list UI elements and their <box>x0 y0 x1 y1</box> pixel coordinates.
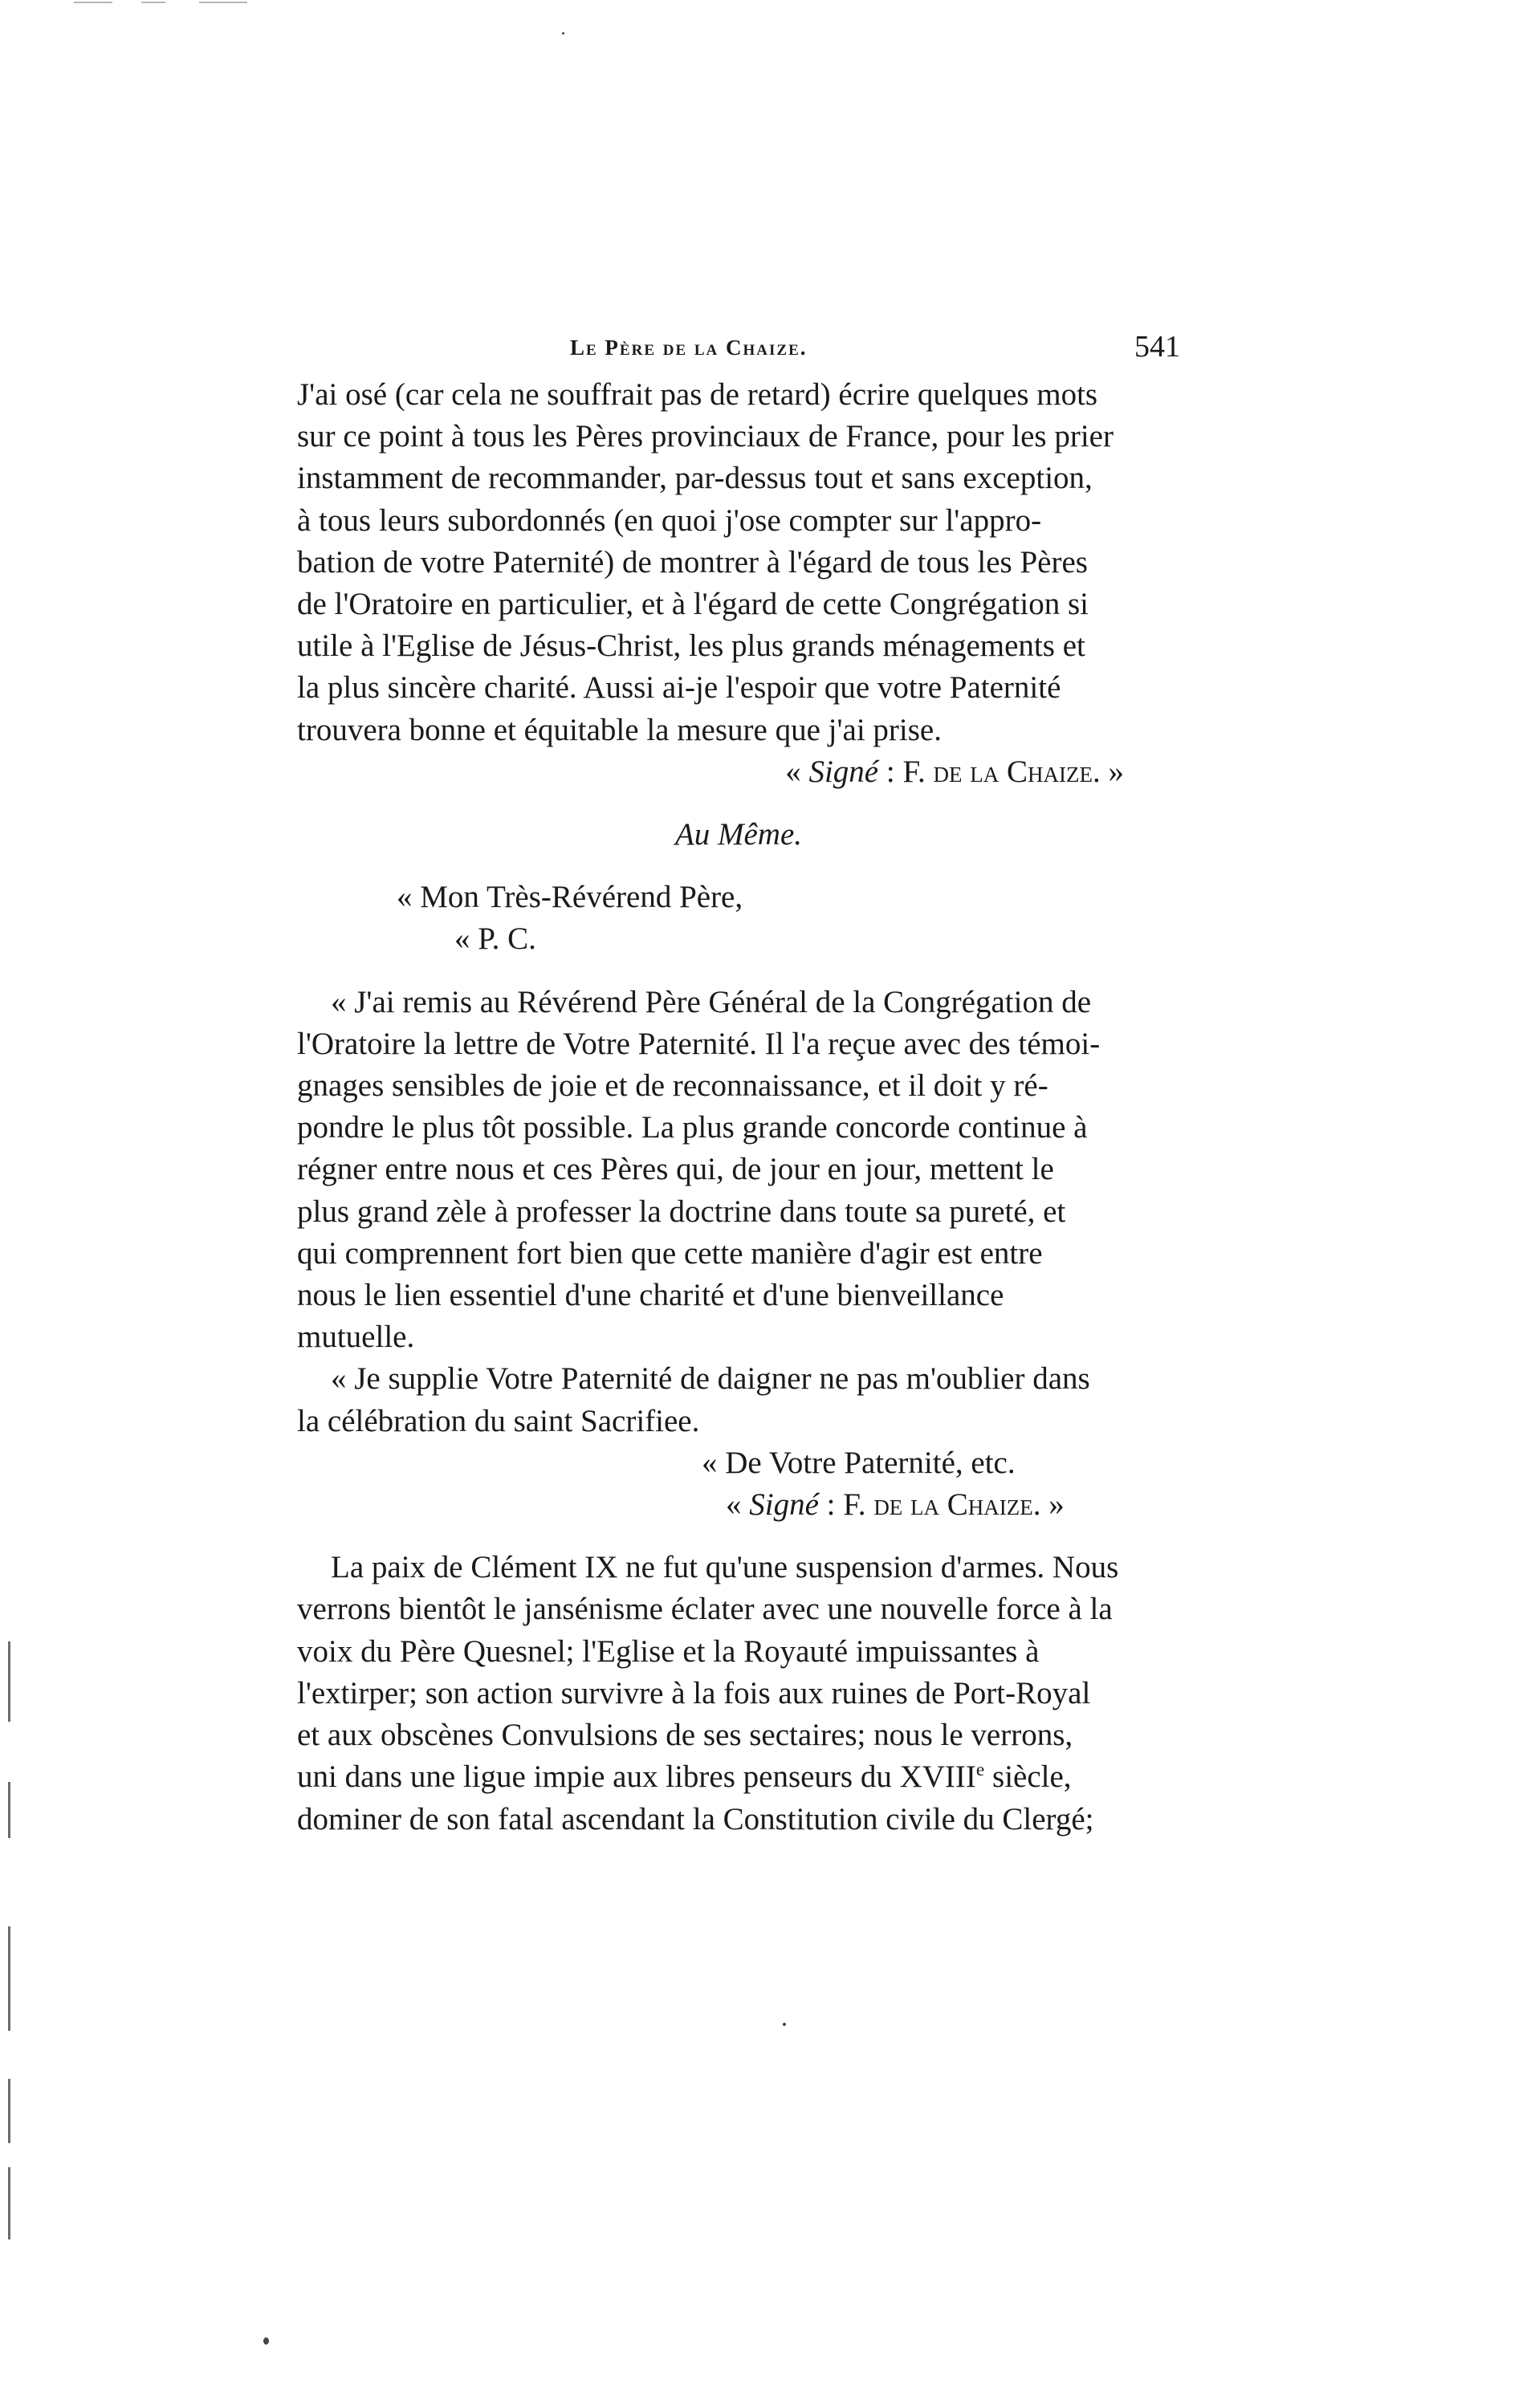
salutation-line-2: « P. C. <box>454 921 536 957</box>
spacer <box>297 1526 1180 1547</box>
text-line: La paix de Clément IX ne fut qu'une suspension d'armes. Nous <box>331 1550 1119 1585</box>
text-line: l'Oratoire la lettre de Votre Paternité. Il l'a reçue avec des témoi- <box>297 1026 1101 1061</box>
closing-formula: « De Votre Paternité, etc. <box>702 1445 1016 1480</box>
scan-artifact-top <box>141 2 165 3</box>
salutation-line-1: « Mon Très-Révérend Père, <box>397 880 743 915</box>
spacer <box>297 793 1180 814</box>
scan-artifact-top <box>199 2 247 3</box>
text-line: régner entre nous et ces Pères qui, de jour en jour, mettent le <box>297 1152 1054 1187</box>
text-line: mutuelle. <box>297 1320 415 1355</box>
scan-artifact-margin <box>8 1641 10 1722</box>
scan-artifact-top <box>74 2 112 3</box>
scan-artifact-margin <box>8 1926 10 2031</box>
text-line: et aux obscènes Convulsions de ses sectaires; nous le verrons, <box>297 1718 1073 1753</box>
text-line: l'extirper; son action survivre à la fois aux ruines de Port-Royal <box>297 1675 1091 1710</box>
paragraph-2 <box>297 982 1180 1359</box>
signature-1: « Signé : F. de la Chaize. » <box>785 754 1124 789</box>
text-line: qui comprennent fort bien que cette manière d'agir est entre <box>297 1235 1043 1271</box>
text-line: uni dans une ligue impie aux libres penseurs du XVIIIe siècle, <box>297 1759 1072 1795</box>
page-header <box>297 329 1180 377</box>
signature-2: « Signé : F. de la Chaize. » <box>726 1487 1065 1523</box>
spacer <box>297 856 1180 877</box>
scan-speck <box>263 2337 269 2345</box>
scan-speck <box>562 32 564 35</box>
paragraph-4 <box>297 1547 1180 1840</box>
text-line: la plus sincère charité. Aussi ai-je l'espoir que votre Paternité <box>297 670 1061 706</box>
signe-label: Signé <box>808 754 879 789</box>
paragraph-3 <box>297 1358 1180 1442</box>
section-heading: Au Même. <box>674 817 803 852</box>
text-line: sur ce point à tous les Pères provinciaux de France, pour les prier <box>297 419 1114 454</box>
scan-artifact-margin <box>8 2079 10 2143</box>
text-line: trouvera bonne et équitable la mesure que j'ai prise. <box>297 712 942 747</box>
text-line: « J'ai remis au Révérend Père Général de la Congrégation de <box>331 984 1092 1019</box>
text-line: « Je supplie Votre Paternité de daigner ne pas m'oublier dans <box>331 1361 1090 1397</box>
text-line: pondre le plus tôt possible. La plus grande concorde continue à <box>297 1110 1088 1145</box>
text-line: de l'Oratoire en particulier, et à l'égard de cette Congrégation si <box>297 587 1089 622</box>
superscript: e <box>975 1759 985 1781</box>
page-number: 541 <box>1134 330 1180 364</box>
text-line: plus grand zèle à professer la doctrine dans toute sa pureté, et <box>297 1194 1066 1229</box>
spacer <box>297 961 1180 982</box>
scan-speck <box>783 2023 786 2026</box>
signatory-name: de la Chaize <box>873 1487 1033 1523</box>
text-line: dominer de son fatal ascendant la Constitution civile du Clergé; <box>297 1801 1094 1837</box>
text-line: à tous leurs subordonnés (en quoi j'ose compter sur l'appro- <box>297 502 1042 538</box>
text-line: gnages sensibles de joie et de reconnaissance, et il doit y ré- <box>297 1068 1048 1104</box>
scan-artifact-margin <box>8 2167 10 2239</box>
signatory-name: de la Chaize <box>933 754 1093 789</box>
text-line: J'ai osé (car cela ne souffrait pas de retard) écrire quelques mots <box>297 377 1098 412</box>
main-text <box>297 374 1180 1841</box>
running-title: Le Père de la Chaize. <box>570 336 808 360</box>
paragraph-1 <box>297 374 1180 751</box>
signe-label: Signé <box>749 1487 819 1523</box>
text-line: instamment de recommander, par-dessus tout et sans exception, <box>297 461 1093 496</box>
scan-artifact-margin <box>8 1782 10 1838</box>
text-line: bation de votre Paternité) de montrer à l'égard de tous les Pères <box>297 544 1088 580</box>
text-line: la célébration du saint Sacrifiee. <box>297 1403 700 1438</box>
text-line: nous le lien essentiel d'une charité et d'une bienveillance <box>297 1278 1004 1313</box>
text-line: verrons bientôt le jansénisme éclater avec une nouvelle force à la <box>297 1592 1113 1627</box>
text-line: utile à l'Eglise de Jésus-Christ, les plus grands ménagements et <box>297 628 1085 664</box>
text-line: voix du Père Quesnel; l'Eglise et la Royauté impuissantes à <box>297 1633 1040 1669</box>
